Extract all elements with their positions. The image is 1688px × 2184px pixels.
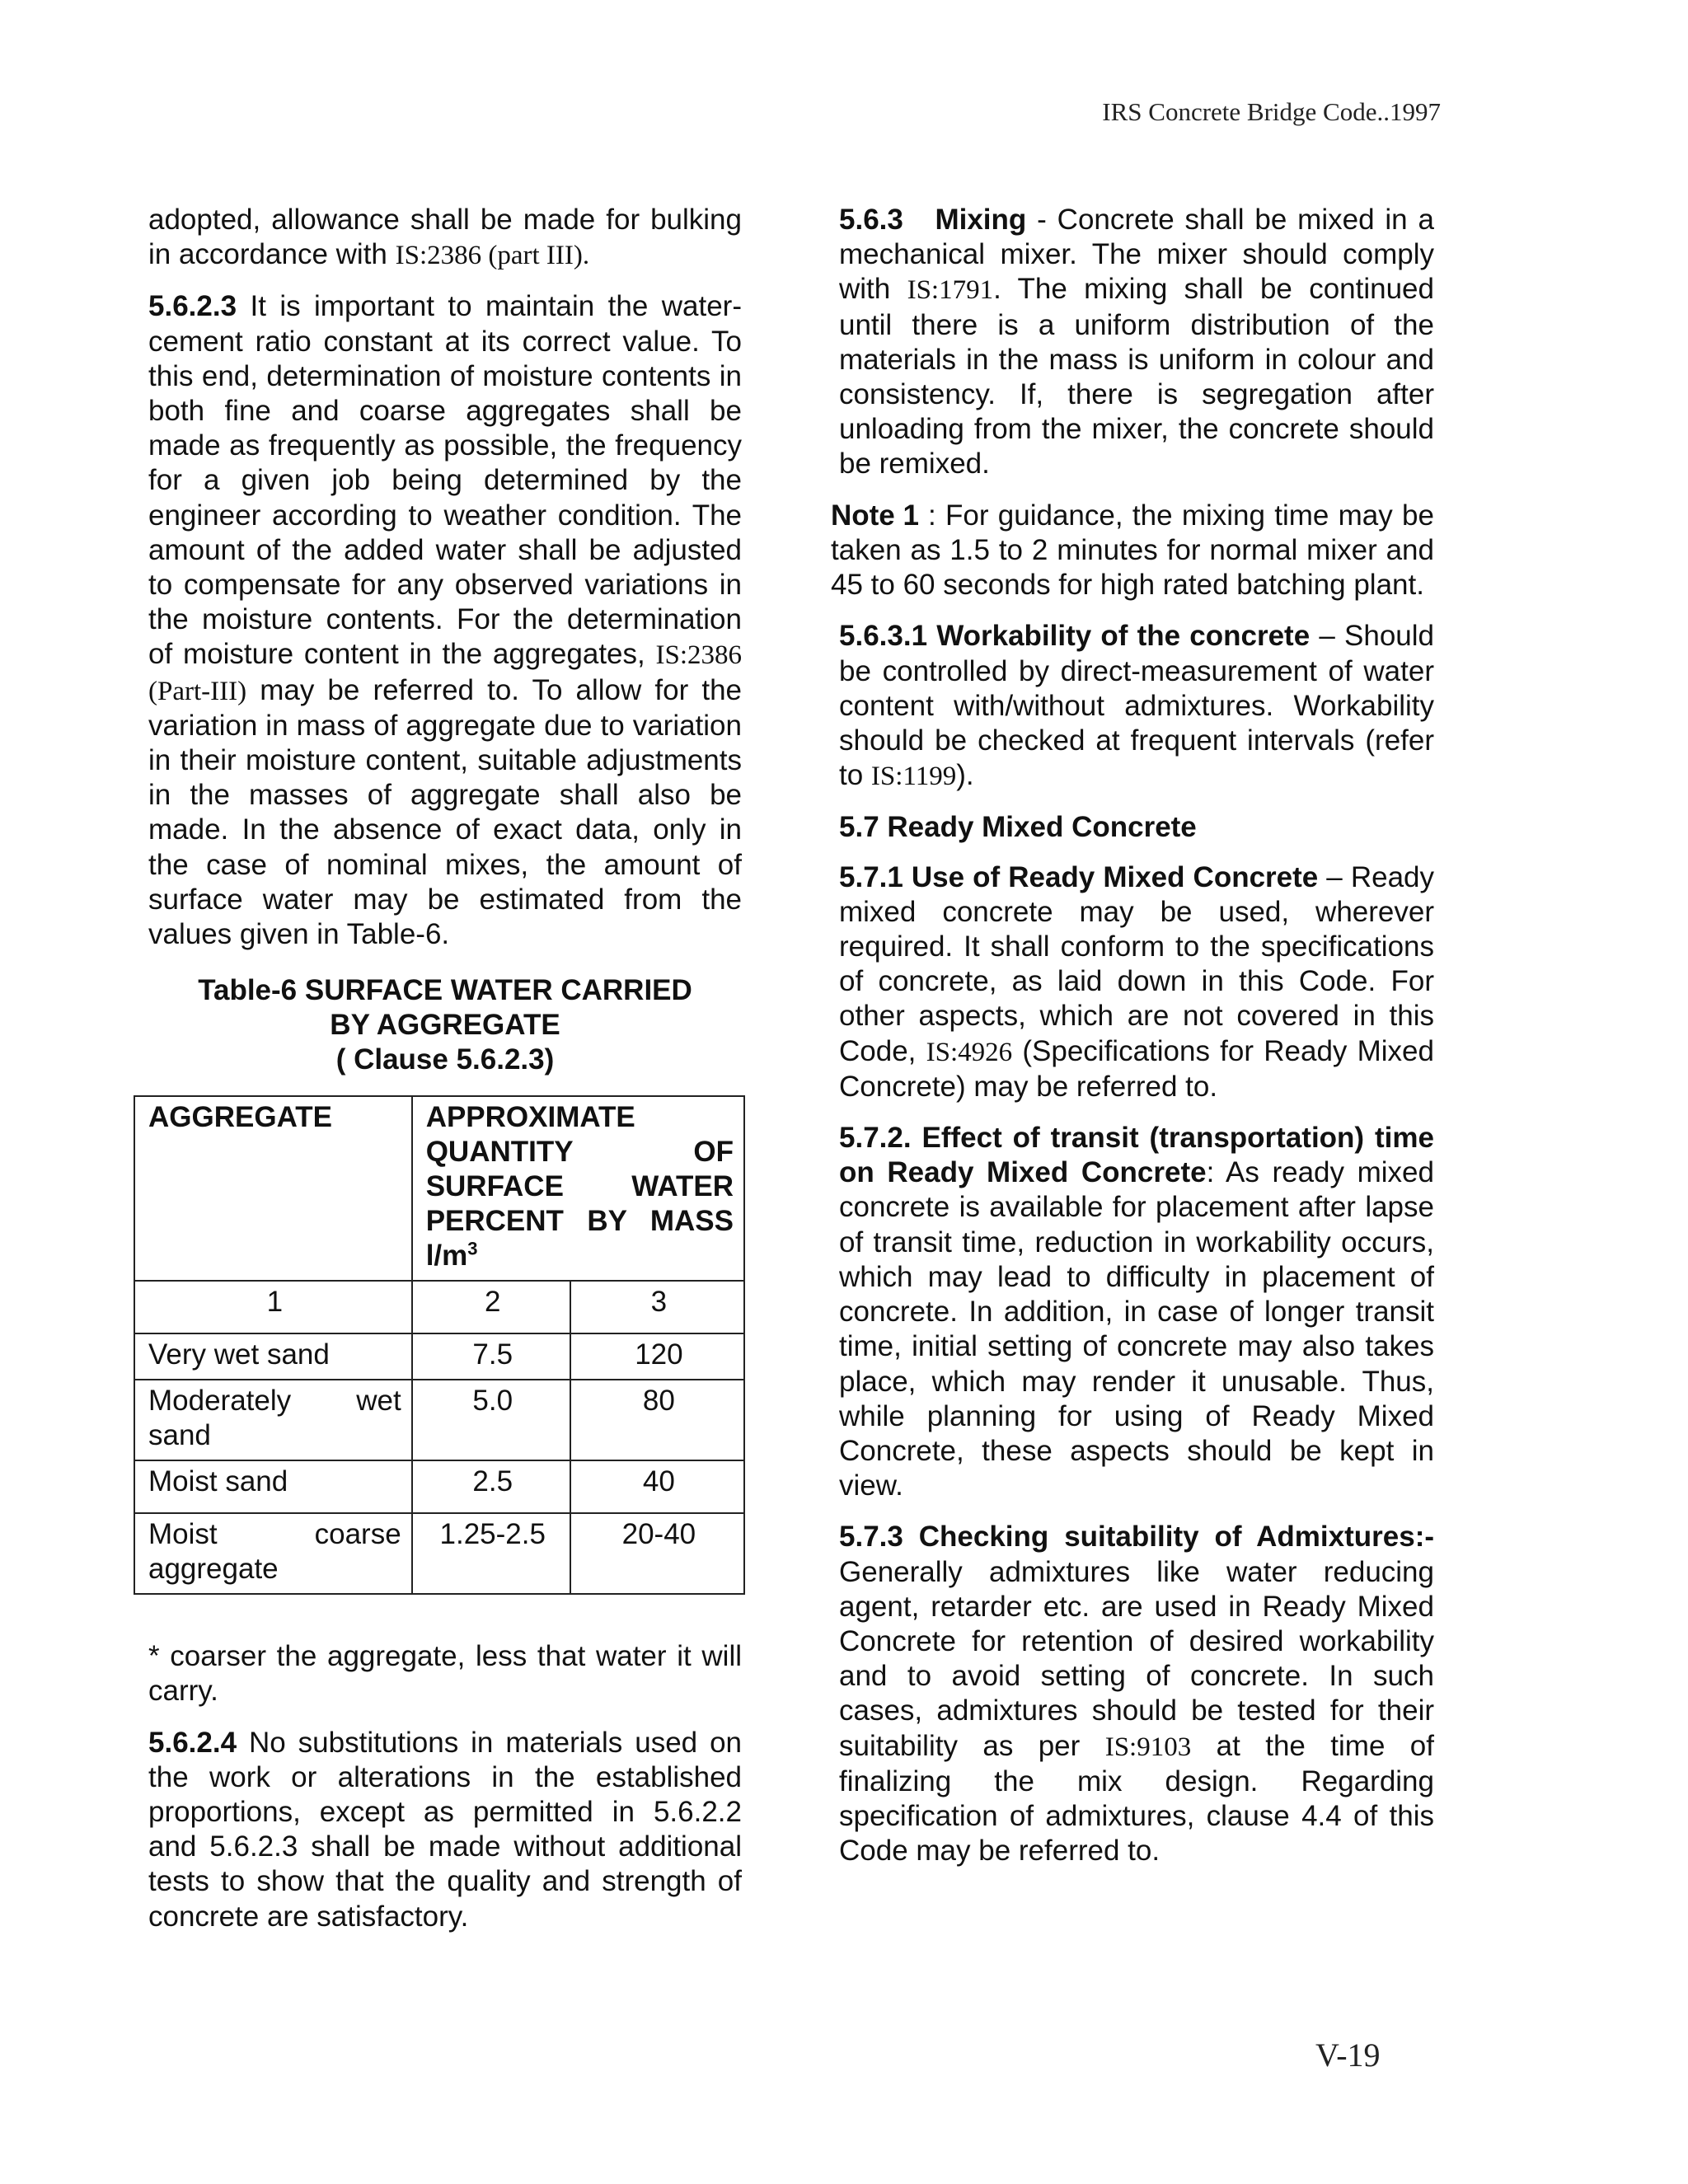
section-5-7-1: 5.7.1 Use of Ready Mixed Concrete – Ready mixed concrete may be used, wherever required. It shall conform to the specifications of concrete, as laid down in this Code. For other aspects, which are not covered in this Code, IS:4926 (Specifications for Ready Mixed Concrete) may be referred to. [839,860,1434,1103]
section-5-6-3-1: 5.6.3.1 Workability of the concrete – Should be controlled by direct-measurement of water content with/without admixtures. Workability should be checked at frequent intervals (refer to IS:1199). [839,620,1434,792]
running-header: IRS Concrete Bridge Code..1997 [1102,97,1441,126]
section-5-7-heading: 5.7 Ready Mixed Concrete [839,811,1197,844]
left-column [148,203,742,1951]
table-row: Very wet sand 7.5 120 [134,1333,744,1380]
table-caption: Table-6 SURFACE WATER CARRIED BY AGGREGATE ( Clause 5.6.2.3) [198,974,692,1076]
paragraph-continuation: adopted, allowance shall be made for bulking in accordance with IS:2386 (part III). [148,204,742,271]
section-heading: 5.6.3.1 Workability of the concrete [839,620,1311,653]
surface-water-table [134,1095,745,1595]
standard-reference: IS:1791 [907,275,994,306]
standard-reference: IS:2386 (Part-III) [148,640,742,706]
header-quantity: APPROXIMATE QUANTITY OF SURFACE WATER PERCENT BY MASS $l/m^3$ [412,1096,744,1281]
section-number: 5.6.3 [839,204,903,236]
right-column [831,203,1434,1885]
header-aggregate: AGGREGATE [134,1096,412,1281]
table-footnote: * coarser the aggregate, less that water it will carry. [148,1640,742,1708]
standard-reference: IS:2386 (part III). [395,241,590,271]
section-title: Mixing [935,204,1027,236]
section-5-7-3: 5.7.3 Checking suitability of Admixtures:- Generally admixtures like water reducing agent, retarder etc. are used in Ready Mixed Concrete for retention of desired workability and to avoid setting of concrete. In such cases, admixtures should be tested for their suitability as per IS:9103 at the time of finalizing the mix design. Regarding specification of admixtures, clause 4.4 of this Code may be referred to. [839,1521,1434,1868]
table-row: Moist sand 2.5 40 [134,1460,744,1513]
standard-reference: IS:9103 [1104,1732,1192,1762]
note-text: : For guidance, the mixing time may be taken as 1.5 to 2 minutes for normal mixer and 45 to 60 seconds for high rated batching plant. [831,499,1434,602]
section-5-6-2-3: 5.6.2.3 It is important to maintain the water-cement ratio constant at its correct value. To this end, determination of moisture contents in both fine and coarse aggregates shall be made as frequently as possible, the frequency for a given job being determined by the engineer according to weather condition. The amount of the added water shall be adjusted to compensate for any observed variations in the moisture contents. For the determination of moisture content in the aggregates, IS:2386 (Part-III) may be referred to. To allow for the variation in mass of aggregate due to variation in their moisture content, suitable adjustments in the masses of aggregate shall also be made. In the absence of exact data, only in the case of nominal mixes, the amount of surface water may be estimated from the values given in Table-6. [148,290,742,951]
section-heading: 5.7.2. Effect of transit (transportation) time on Ready Mixed Concrete [839,1122,1434,1189]
section-5-6-3: 5.6.3 Mixing - Concrete shall be mixed in a mechanical mixer. The mixer should comply with IS:1791. The mixing shall be continued until there is a uniform distribution of the materials in the mass is uniform in colour and consistency. If, there is segregation after unloading from the mixer, the concrete should be remixed. [839,204,1434,480]
page-number: V-19 [1315,2036,1381,2074]
table-header-row [134,1096,744,1281]
section-number: 5.6.2.4 [148,1726,237,1759]
section-number: 5.6.2.3 [148,290,237,323]
section-5-7-2: 5.7.2. Effect of transit (transportation) time on Ready Mixed Concrete: As ready mixed concrete is available for placement after lapse of transit time, reduction in workability occurs, which may lead to difficulty in placement of concrete. In addition, in case of longer transit time, initial setting of concrete may also takes place, which may render it unusable. Thus, while planning for using of Ready Mixed Concrete, these aspects should be kept in view. [839,1122,1434,1502]
table-row: Moderately wet sand 5.0 80 [134,1380,744,1460]
standard-reference: IS:4926 [926,1037,1013,1067]
section-5-6-2-4: 5.6.2.4 No substitutions in materials used on the work or alterations in the established proportions, except as permitted in 5.6.2.2 and 5.6.2.3 shall be made without additional tests to show that the quality and strength of concrete are satisfactory. [148,1726,742,1933]
section-heading: 5.7.3 Checking suitability of Admixtures:- [839,1521,1434,1554]
section-heading: 5.7.1 Use of Ready Mixed Concrete [839,860,1319,893]
standard-reference: IS:1199 [870,762,957,792]
note-label: Note 1 [831,499,919,532]
note-1 [831,499,1434,603]
table-row: Moist coarse aggregate 1.25-2.5 20-40 [134,1513,744,1594]
table-colnum-row: 1 2 3 [134,1281,744,1333]
